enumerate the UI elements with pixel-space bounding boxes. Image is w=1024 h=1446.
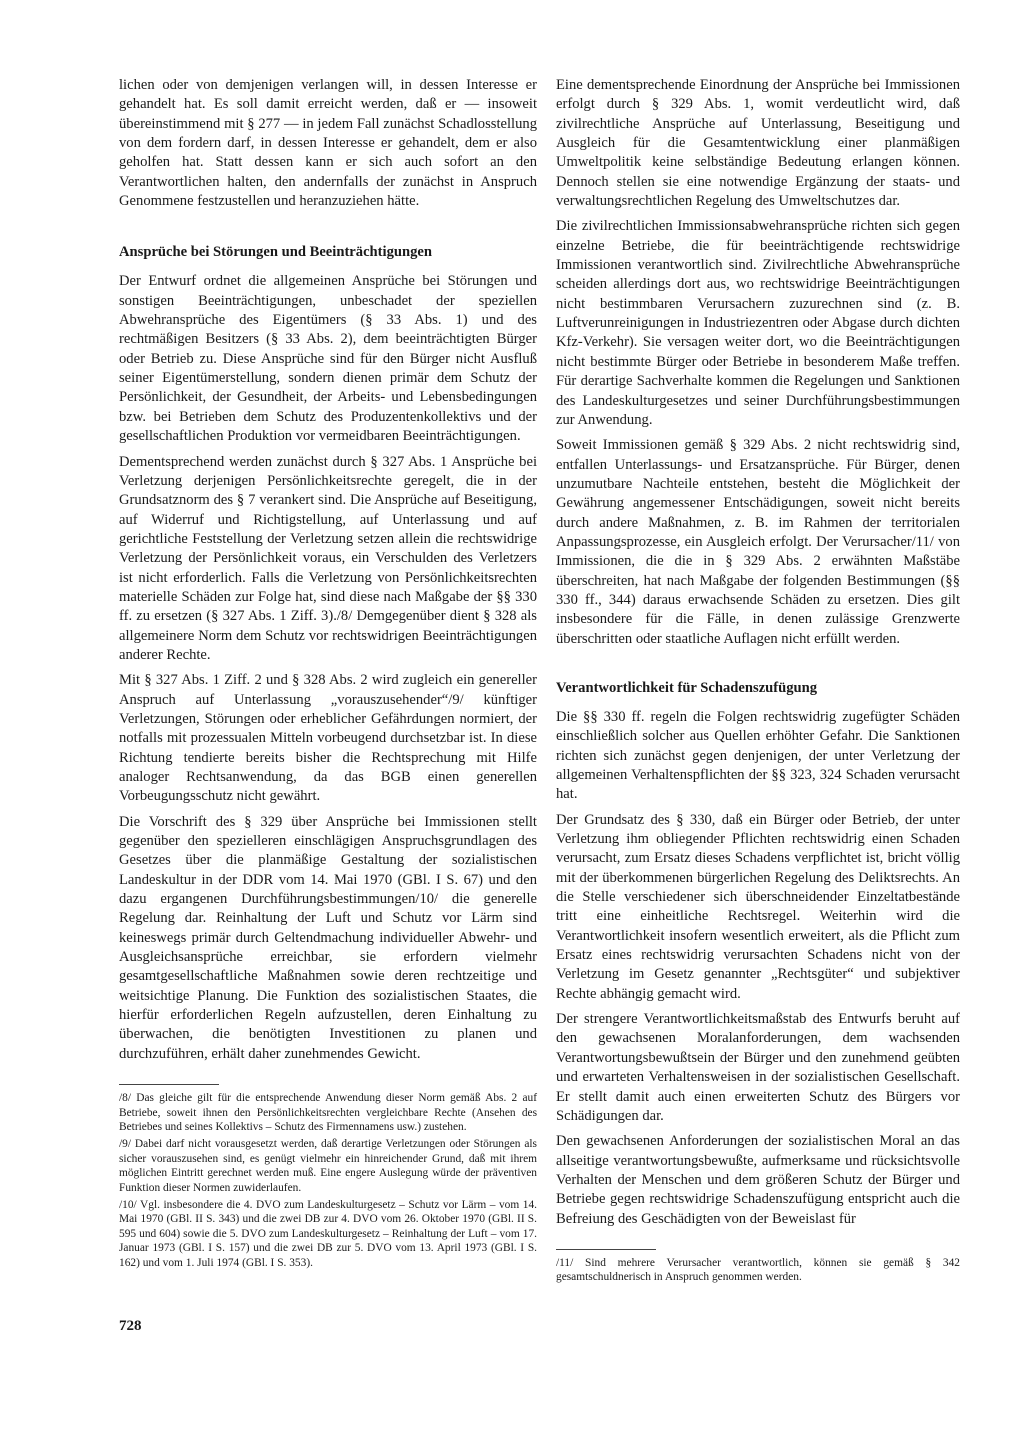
paragraph: Dementsprechend werden zunächst durch § 327 Abs. 1 Ansprüche bei Verletzung derjenigen Persönlichkeitsrechte geregelt, die in der Grundsatznorm des § 7 verankert sind. Die Ansprüche auf Beseitigung, auf Widerruf und Richtigstellung, auf Unterlassung und auf gerichtliche Feststellung der Verletzung setzen allein die rechtswidrige Verletzung der Persönlichkeit voraus, ein Verschulden des Verletzers ist nicht erforderlich. Falls die Verletzung von Persönlichkeitsrechten materielle Schäden zur Folge hat, sind diese nach Maßgabe der §§ 330 ff. zu ersetzen (§ 327 Abs. 1 Ziff. 3)./8/ Demgegenüber dient § 328 als allgemeinere Norm dem Schutz vor rechtswidrigen Beeinträchtigungen anderer Rechte.	[119, 453, 537, 663]
paragraph: Mit § 327 Abs. 1 Ziff. 2 und § 328 Abs. 2 wird zugleich ein genereller Anspruch auf Unterlassung „vorauszusehender“/9/ künftiger Verletzungen, Störungen oder erheblicher Gefährdungen normiert, der notfalls mit prozessualen Mitteln vorbeugend durchsetzbar ist. In diese Richtung tendierte bereits bisher die Rechtsprechung mit Hilfe analoger Rechtsanwendung, da das BGB einen generellen Vorbeugungsschutz nicht gewährt.	[119, 672, 537, 805]
footnote: /9/ Dabei darf nicht vorausgesetzt werden, daß derartige Verletzungen oder Störungen als sicher vorauszusehen sind, es genügt vielmehr ein hinreichender Grund, daß mit ihrem möglichen Eintritt gerechnet werden muß. Eine engere Auslegung würde der präventiven Funktion dieser Normen zuwiderlaufen.	[119, 1138, 537, 1194]
paragraph: Eine dementsprechende Einordnung der Ansprüche bei Immissionen erfolgt durch § 329 Abs. 1, womit verdeutlicht wird, daß zivilrechtliche Ansprüche auf Unterlassung, Beseitigung und Ausgleich für die Gesamtentwicklung einer planmäßigen Umweltpolitik keine selbständige Bedeutung erlangen können. Dennoch stellen sie eine notwendige Ergänzung der staats- und verwaltungsrechtlichen Regelung des Umweltschutzes dar.	[556, 77, 960, 210]
left-column	[119, 76, 537, 1273]
paragraph: Der Grundsatz des § 330, daß ein Bürger oder Betrieb, der unter Verletzung ihm obliegender Pflichten rechtswidrig einen Schaden verursacht, zum Ersatz dieses Schadens verpflichtet ist, bricht völlig mit der überkommenen bürgerlichen Regelung des Deliktsrechts. An die Stelle verschiedener sich überschneidender Einzeltatbestände tritt eine einheitliche Rechtsregel. Weiterhin wird die Verantwortlichkeit insofern wesentlich erweitert, als die Pflicht zum Ersatz eines rechtswidrig verursachten Schadens nicht von der Verletzung im Gesetz genannter „Rechtsgüter“ und subjektiver Rechte abhängig gemacht wird.	[556, 811, 960, 1002]
section-heading: Ansprüche bei Störungen und Beeinträchtigungen	[119, 244, 433, 261]
paragraph: Der strengere Verantwortlichkeitsmaßstab des Entwurfs beruht auf den gewachsenen Moralanforderungen, dem wachsenden Verantwortungsbewußtsein der Bürger und den zunehmend geübten und erwarteten Verhaltensweisen in der sozialistischen Gesellschaft. Er stellt damit auch einen erweiterten Schutz des Bürgers vor Schädigungen dar.	[556, 1011, 960, 1124]
paragraph: Der Entwurf ordnet die allgemeinen Ansprüche bei Störungen und sonstigen Beeinträchtigungen, unbeschadet der speziellen Abwehransprüche des Eigentümers (§ 33 Abs. 1) und des rechtmäßigen Besitzers (§ 33 Abs. 2), dem beeinträchtigten Bürger oder Betrieb zu. Diese Ansprüche sind für den Bürger nicht Ausfluß seiner Eigentümerstellung, sondern dienen primär dem Schutz der Persönlichkeit, der Gesundheit, der Arbeits- und Lebensbedingungen bzw. bei Betrieben dem Schutz des Produzentenkollektivs und der gesellschaftlichen Produktion vor vermeidbaren Beeinträchtigungen.	[119, 273, 537, 445]
paragraph: Die zivilrechtlichen Immissionsabwehransprüche richten sich gegen einzelne Betriebe, die für beeinträchtigende rechtswidrige Immissionen verantwortlich sind. Zivilrechtliche Abwehransprüche scheiden allerdings dort aus, wo rechtswidrige Beeinträchtigungen nicht bestimmbaren Verursachern zuzurechnen sind (z. B. Luftverunreinigungen in Industriezentren oder Abgase durch dichten Kfz-Verkehr). Sie versagen weiter dort, wo die Beeinträchtigungen nicht bestimmte Bürger oder Betriebe in besonderem Maße treffen. Für derartige Sachverhalte kommen die Regelungen und Sanktionen des Landeskulturgesetzes und seiner Durchführungsbestimmungen zur Anwendung.	[556, 218, 960, 428]
footnote-divider	[556, 1249, 656, 1250]
paragraph: Soweit Immissionen gemäß § 329 Abs. 2 nicht rechtswidrig sind, entfallen Unterlassungs- und Ersatzansprüche. Für Bürger, denen unzumutbare Nachteile entstehen, besteht die Möglichkeit der Gewährung angemessener Entschädigungen, soweit nicht bereits durch andere Maßnahmen, z. B. im Rahmen der territorialen Anpassungsprozesse, ein Ausgleich erfolgt. Der Verursacher/11/ von Immissionen, die die in § 329 Abs. 2 erwähnten Maßstäbe überschreiten, hat nach Maßgabe der folgenden Bestimmungen (§§ 330 ff., 344) daraus erwachsende Schäden zu ersetzen. Dies gilt insbesondere für die Fälle, in denen zulässige Grenzwerte überschritten oder staatliche Auflagen nicht erfüllt werden.	[556, 437, 960, 647]
paragraph: Die Vorschrift des § 329 über Ansprüche bei Immissionen stellt gegenüber den spezielleren einschlägigen Anspruchsgrundlagen des Gesetzes über die planmäßige Gestaltung der sozialistischen Landeskultur in der DDR vom 14. Mai 1970 (GBl. I S. 67) und den dazu ergangenen Durchführungsbestimmungen/10/ die generelle Regelung dar. Reinhaltung der Luft und Schutz vor Lärm sind keineswegs primär durch Geltendmachung individueller Abwehr- und Ausgleichsansprüche erreichbar, sie erfordern vielmehr gesamtgesellschaftliche Maßnahmen sowie deren rechtzeitige und weitsichtige Planung. Die Funktion des sozialistischen Staates, die hierfür erforderlichen Regeln aufzustellen, deren Einhaltung zu überwachen, die benötigten Investitionen zu planen und durchzuführen, erhält daher zunehmendes Gewicht.	[119, 813, 537, 1062]
footnote-divider	[119, 1084, 219, 1085]
footnote: /11/ Sind mehrere Verursacher verantwortlich, können sie gemäß § 342 gesamtschuldnerisch in Anspruch genommen werden.	[556, 1256, 960, 1284]
footnote: /10/ Vgl. insbesondere die 4. DVO zum Landeskulturgesetz – Schutz vor Lärm – vom 14. Mai 1970 (GBl. II S. 343) und die zwei DB zur 4. DVO vom 26. Oktober 1970 (GBl. II S. 595 und 604) sowie die 5. DVO zum Landeskulturgesetz – Reinhaltung der Luft – vom 17. Januar 1973 (GBl. I S. 157) und die zwei DB zur 5. DVO vom 13. April 1973 (GBl. I S. 162) und vom 1. Juli 1974 (GBl. I S. 353).	[119, 1199, 537, 1269]
paragraph: Die §§ 330 ff. regeln die Folgen rechtswidrig zugefügter Schäden einschließlich solcher aus Quellen erhöhter Gefahr. Die Sanktionen richten sich zunächst gegen denjenigen, der unter Verletzung der allgemeinen Verhaltenspflichten der §§ 323, 324 Schaden verursacht hat.	[556, 708, 960, 803]
right-column	[556, 76, 960, 1288]
paragraph: lichen oder von demjenigen verlangen will, in dessen Interesse er gehandelt hat. Es soll damit erreicht werden, daß er — insoweit übereinstimmend mit § 277 — in jedem Fall zunächst Schadlosstellung von dem fordern darf, in dessen Interesse er gehandelt, dem er also geholfen hat. Statt dessen kann er sich auch sofort an den Verantwortlichen halten, den andernfalls der zunächst in Anspruch Genommene festzustellen und heranzuziehen hätte.	[119, 77, 537, 210]
paragraph: Den gewachsenen Anforderungen der sozialistischen Moral an das allseitige verantwortungsbewußte, aufmerksame und rücksichtsvolle Verhalten der Menschen und dem größeren Schutz der Bürger und Betriebe gegen rechtswidrige Schadenszufügung entspricht auch die Befreiung des Geschädigten von der Beweislast für	[556, 1133, 960, 1227]
section-heading: Verantwortlichkeit für Schadenszufügung	[556, 679, 818, 696]
footnote: /8/ Das gleiche gilt für die entsprechende Anwendung dieser Norm gemäß Abs. 2 auf Betriebe, soweit ihnen den Persönlichkeitsrechten vergleichbare Rechte (Ansehen des Betriebes und seines Kollektivs – Schutz des Firmennamens usw.) zustehen.	[119, 1092, 537, 1133]
page-number: 728	[119, 1318, 142, 1334]
